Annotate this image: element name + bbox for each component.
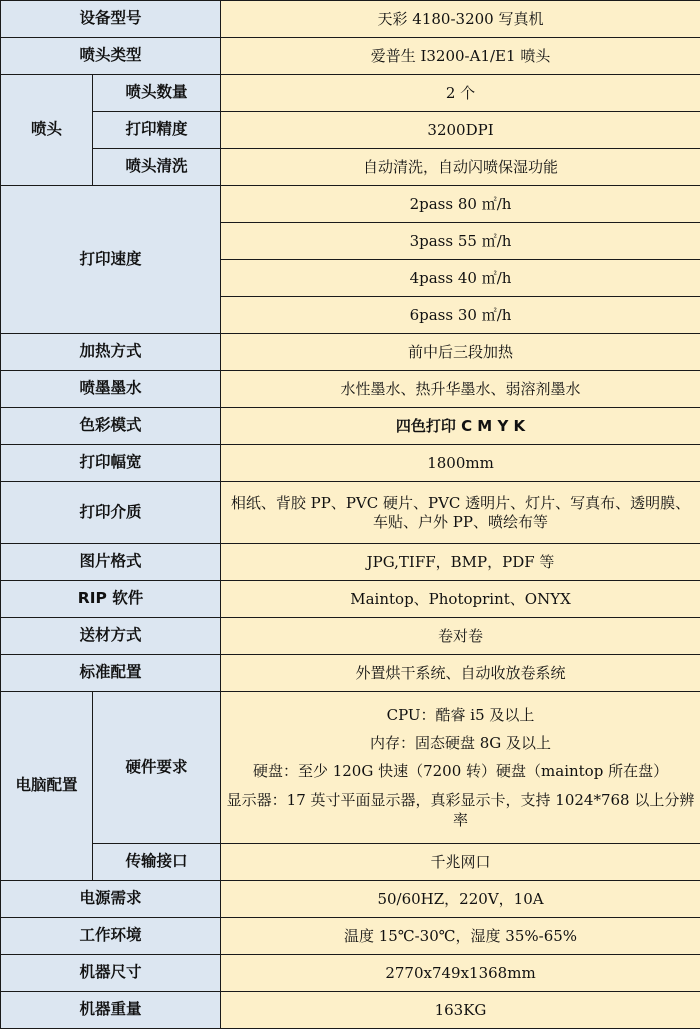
- label-cleaning: 喷头清洗: [93, 149, 221, 186]
- label-hardware: 硬件要求: [93, 692, 221, 844]
- row-format: [1, 544, 700, 581]
- label-heating: 加热方式: [1, 334, 221, 371]
- value-speed-2pass: 2pass 80 ㎡/h: [221, 186, 700, 223]
- row-cleaning: [1, 149, 700, 186]
- label-model: 设备型号: [1, 1, 221, 38]
- row-color-mode: [1, 408, 700, 445]
- value-media: 相纸、背胶 PP、PVC 硬片、PVC 透明片、灯片、写真布、透明膜、车贴、户外 PP、喷绘布等: [221, 482, 700, 544]
- value-speed-6pass: 6pass 30 ㎡/h: [221, 297, 700, 334]
- row-feed: [1, 618, 700, 655]
- hardware-display: 显示器：17 英寸平面显示器，真彩显示卡，支持 1024*768 以上分辨率: [224, 790, 697, 831]
- value-format: JPG,TIFF，BMP，PDF 等: [221, 544, 700, 581]
- label-speed: 打印速度: [1, 186, 221, 334]
- row-media: [1, 482, 700, 544]
- label-feed: 送材方式: [1, 618, 221, 655]
- row-speed-1: [1, 186, 700, 223]
- value-rip: Maintop、Photoprint、ONYX: [221, 581, 700, 618]
- label-precision: 打印精度: [93, 112, 221, 149]
- label-media: 打印介质: [1, 482, 221, 544]
- label-weight: 机器重量: [1, 992, 221, 1029]
- label-ink: 喷墨墨水: [1, 371, 221, 408]
- value-width: 1800mm: [221, 445, 700, 482]
- label-interface: 传输接口: [93, 844, 221, 881]
- hardware-memory: 内存：固态硬盘 8G 及以上: [224, 733, 697, 753]
- label-format: 图片格式: [1, 544, 221, 581]
- row-config: [1, 655, 700, 692]
- row-head-type: [1, 38, 700, 75]
- label-environment: 工作环境: [1, 918, 221, 955]
- label-head-group: 喷头: [1, 75, 93, 186]
- label-color-mode: 色彩模式: [1, 408, 221, 445]
- value-power: 50/60HZ，220V，10A: [221, 881, 700, 918]
- label-head-type: 喷头类型: [1, 38, 221, 75]
- value-head-type: 爱普生 I3200-A1/E1 喷头: [221, 38, 700, 75]
- value-feed: 卷对卷: [221, 618, 700, 655]
- value-weight: 163KG: [221, 992, 700, 1029]
- row-heating: [1, 334, 700, 371]
- value-hardware: [221, 692, 700, 844]
- label-head-count: 喷头数量: [93, 75, 221, 112]
- hardware-cpu: CPU：酷睿 i5 及以上: [224, 705, 697, 725]
- value-heating: 前中后三段加热: [221, 334, 700, 371]
- label-power: 电源需求: [1, 881, 221, 918]
- row-width: [1, 445, 700, 482]
- row-head-count: [1, 75, 700, 112]
- value-color-mode: 四色打印 C M Y K: [221, 408, 700, 445]
- row-hardware: [1, 692, 700, 844]
- value-precision: 3200DPI: [221, 112, 700, 149]
- value-ink: 水性墨水、热升华墨水、弱溶剂墨水: [221, 371, 700, 408]
- value-speed-4pass: 4pass 40 ㎡/h: [221, 260, 700, 297]
- value-interface: 千兆网口: [221, 844, 700, 881]
- label-config: 标准配置: [1, 655, 221, 692]
- label-rip: RIP 软件: [1, 581, 221, 618]
- row-model: [1, 1, 700, 38]
- hardware-disk: 硬盘：至少 120G 快速（7200 转）硬盘（maintop 所在盘）: [224, 761, 697, 781]
- row-power: [1, 881, 700, 918]
- row-rip: [1, 581, 700, 618]
- value-speed-3pass: 3pass 55 ㎡/h: [221, 223, 700, 260]
- row-environment: [1, 918, 700, 955]
- value-model: 天彩 4180-3200 写真机: [221, 1, 700, 38]
- row-weight: [1, 992, 700, 1029]
- label-width: 打印幅宽: [1, 445, 221, 482]
- row-ink: [1, 371, 700, 408]
- row-size: [1, 955, 700, 992]
- row-interface: [1, 844, 700, 881]
- value-config: 外置烘干系统、自动收放卷系统: [221, 655, 700, 692]
- value-head-count: 2 个: [221, 75, 700, 112]
- value-environment: 温度 15℃-30℃，湿度 35%-65%: [221, 918, 700, 955]
- value-size: 2770x749x1368mm: [221, 955, 700, 992]
- label-computer: 电脑配置: [1, 692, 93, 881]
- value-cleaning: 自动清洗，自动闪喷保湿功能: [221, 149, 700, 186]
- label-size: 机器尺寸: [1, 955, 221, 992]
- row-precision: [1, 112, 700, 149]
